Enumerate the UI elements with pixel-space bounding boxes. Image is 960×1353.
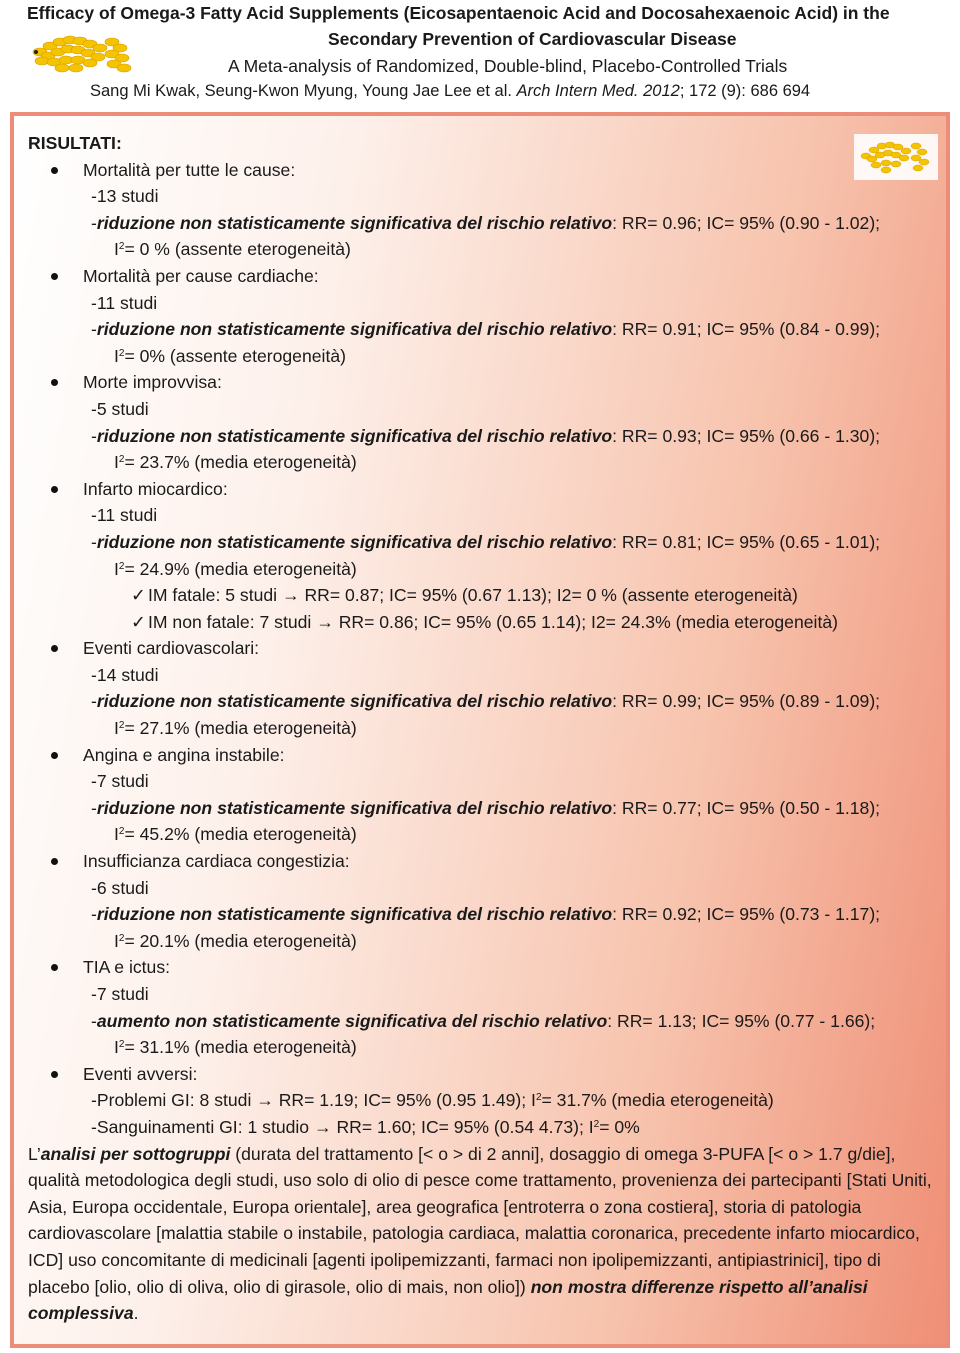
finding-stats: : RR= 0.99; IC= 95% (0.89 - 1.09); bbox=[612, 691, 881, 712]
gi-problems bbox=[83, 1087, 943, 1114]
result-item bbox=[28, 263, 943, 369]
check-item bbox=[83, 582, 943, 609]
check-item bbox=[83, 609, 943, 636]
i2-label: I bbox=[114, 1037, 119, 1058]
checkmark-icon: ✓ bbox=[131, 585, 146, 606]
bullet-icon bbox=[51, 379, 58, 386]
title-line-2: Secondary Prevention of Cardiovascular Disease bbox=[328, 29, 737, 49]
studies-count: -11 studi bbox=[91, 505, 158, 526]
gi-bleeding-text: -Sanguinamenti GI: 1 studio → RR= 1.60; IC= 95% (0.54 4.73); I bbox=[91, 1116, 594, 1137]
studies-count: -6 studi bbox=[91, 877, 149, 898]
bullet-icon bbox=[51, 167, 58, 174]
i2-value: = 23.7% (media eterogeneità) bbox=[124, 452, 357, 473]
section-title: RISULTATI: bbox=[28, 133, 122, 153]
item-title: Morte improvvisa: bbox=[83, 372, 222, 393]
finding-stats: : RR= 0.81; IC= 95% (0.65 - 1.01); bbox=[612, 531, 881, 552]
studies-count: -14 studi bbox=[91, 664, 159, 685]
year: 2012 bbox=[643, 82, 680, 100]
conclusion-body: (durata del trattamento [< o > di 2 anni], dosaggio di omega 3-PUFA [< o > 1.7 g/die], qualità metodologica degli studi, uso solo di olio di pesce come trattamento, provenienza dei partecipanti [Stati Uniti, Asia, Europa occidentale, Europa orientale], area geografica [entroterra o zona costiera], storia di patologia cardiovascolare [malattia stabile o instabile, patologia cardiaca, malattia coronarica, precedente infarto miocardico, ICD] uso concomitante di medicinali [agenti ipolipemizzanti, farmaci non ipolipemizzanti, antipiastrinici], tipo di placebo [olio, olio di oliva, olio di girasole, olio di mais, non olio]) bbox=[28, 1143, 932, 1297]
finding bbox=[83, 901, 943, 928]
studies-count: -5 studi bbox=[91, 398, 149, 419]
heterogeneity bbox=[83, 715, 943, 742]
superscript: 2 bbox=[118, 1039, 125, 1051]
gi-problems-value: = 31.7% (media eterogeneità) bbox=[541, 1090, 774, 1111]
conclusion-emphasis: analisi per sottogruppi bbox=[40, 1143, 231, 1164]
bullet-icon bbox=[51, 858, 58, 865]
finding bbox=[83, 529, 943, 556]
bullet-icon bbox=[51, 1071, 58, 1078]
authors-citation bbox=[90, 80, 810, 102]
finding-prefix: - bbox=[91, 319, 97, 340]
i2-label: I bbox=[114, 345, 119, 366]
result-item bbox=[28, 369, 943, 475]
item-title: Insufficianza cardiaca congestizia: bbox=[83, 851, 350, 872]
finding bbox=[83, 423, 943, 450]
results-list bbox=[28, 157, 943, 1141]
item-title: Angina e angina instabile: bbox=[83, 744, 285, 765]
i2-label: I bbox=[114, 930, 119, 951]
authors: Sang Mi Kwak, Seung-Kwon Myung, Young Jae Lee et al. bbox=[90, 82, 512, 100]
finding-text: riduzione non statisticamente significativa del rischio relativo bbox=[96, 212, 613, 233]
results-content bbox=[28, 130, 943, 1327]
superscript: 2 bbox=[118, 932, 125, 944]
i2-value: = 24.9% (media eterogeneità) bbox=[124, 558, 357, 579]
bullet-icon bbox=[51, 752, 58, 759]
bullet-icon bbox=[51, 486, 58, 493]
finding bbox=[83, 688, 943, 715]
heterogeneity bbox=[83, 1034, 943, 1061]
check-text: IM non fatale: 7 studi → RR= 0.86; IC= 95% (0.65 1.14); I2= 24.3% (media eterogeneità) bbox=[148, 611, 838, 632]
result-item bbox=[28, 635, 943, 741]
item-title: Infarto miocardico: bbox=[83, 478, 228, 499]
finding-prefix: - bbox=[91, 797, 97, 818]
finding-text: riduzione non statisticamente significativa del rischio relativo bbox=[96, 904, 613, 925]
finding-text: riduzione non statisticamente significativa del rischio relativo bbox=[96, 531, 613, 552]
gi-bleeding-value: = 0% bbox=[599, 1116, 640, 1137]
superscript: 2 bbox=[118, 720, 125, 732]
item-title: Mortalità per cause cardiache: bbox=[83, 265, 319, 286]
finding-prefix: - bbox=[91, 691, 97, 712]
result-item bbox=[28, 848, 943, 954]
i2-label: I bbox=[114, 452, 119, 473]
i2-label: I bbox=[114, 239, 119, 260]
studies-count: -7 studi bbox=[91, 984, 149, 1004]
citation-rest: ; 172 (9): 686 694 bbox=[679, 82, 811, 100]
gi-bleeding bbox=[83, 1114, 943, 1141]
result-item bbox=[28, 476, 943, 636]
finding-stats: : RR= 0.91; IC= 95% (0.84 - 0.99); bbox=[612, 319, 881, 340]
results-panel bbox=[10, 112, 950, 1348]
finding bbox=[83, 316, 943, 343]
heterogeneity bbox=[83, 556, 943, 583]
finding-stats: : RR= 0.96; IC= 95% (0.90 - 1.02); bbox=[612, 212, 881, 233]
result-item bbox=[28, 742, 943, 848]
finding bbox=[83, 1008, 943, 1035]
bullet-icon bbox=[51, 964, 58, 971]
i2-value: = 31.1% (media eterogeneità) bbox=[124, 1037, 357, 1058]
heterogeneity bbox=[83, 928, 943, 955]
journal: Arch Intern Med. bbox=[516, 82, 639, 100]
superscript: 2 bbox=[118, 826, 125, 838]
title-line-1: Efficacy of Omega-3 Fatty Acid Supplements (Eicosapentaenoic Acid and Docosahexaenoic Acid) in the bbox=[27, 3, 890, 23]
superscript: 2 bbox=[118, 560, 125, 572]
conclusion-end: . bbox=[133, 1303, 139, 1324]
superscript: 2 bbox=[593, 1118, 600, 1130]
finding-stats: : RR= 0.92; IC= 95% (0.73 - 1.17); bbox=[612, 904, 881, 925]
finding-prefix: - bbox=[91, 425, 97, 446]
i2-label: I bbox=[114, 824, 119, 845]
superscript: 2 bbox=[118, 347, 125, 359]
conclusion-result: non mostra differenze rispetto all’analisi complessiva bbox=[28, 1276, 868, 1324]
studies-count: -7 studi bbox=[91, 771, 149, 792]
finding-text: aumento non statisticamente significativa del rischio relativo bbox=[96, 1010, 608, 1031]
finding bbox=[83, 795, 943, 822]
item-title: Mortalità per tutte le cause: bbox=[83, 159, 296, 180]
heterogeneity bbox=[83, 449, 943, 476]
finding-text: riduzione non statisticamente significativa del rischio relativo bbox=[96, 691, 613, 712]
fish-oil-capsules-icon bbox=[20, 30, 138, 80]
finding-text: riduzione non statisticamente significativa del rischio relativo bbox=[96, 797, 613, 818]
finding-text: riduzione non statisticamente significativa del rischio relativo bbox=[96, 319, 613, 340]
i2-value: = 0 % (assente eterogeneità) bbox=[124, 239, 351, 260]
studies-count: -13 studi bbox=[91, 186, 159, 207]
subgroup-analysis-paragraph bbox=[28, 1141, 943, 1327]
i2-label: I bbox=[114, 718, 119, 739]
finding bbox=[83, 210, 943, 237]
finding-prefix: - bbox=[91, 1010, 97, 1031]
bullet-icon bbox=[51, 273, 58, 280]
i2-value: = 45.2% (media eterogeneità) bbox=[124, 824, 357, 845]
finding-text: riduzione non statisticamente significativa del rischio relativo bbox=[96, 425, 613, 446]
gi-problems-text: -Problemi GI: 8 studi → RR= 1.19; IC= 95% (0.95 1.49); I bbox=[91, 1090, 536, 1111]
finding-prefix: - bbox=[91, 904, 97, 925]
adverse-events-item bbox=[28, 1061, 943, 1141]
superscript: 2 bbox=[118, 241, 125, 253]
finding-stats: : RR= 0.93; IC= 95% (0.66 - 1.30); bbox=[612, 425, 881, 446]
superscript: 2 bbox=[535, 1092, 542, 1104]
heterogeneity bbox=[83, 343, 943, 370]
item-title: Eventi avversi: bbox=[83, 1063, 198, 1084]
conclusion-pre: L’ bbox=[28, 1143, 41, 1164]
result-item bbox=[28, 954, 943, 1060]
finding-stats: : RR= 1.13; IC= 95% (0.77 - 1.66); bbox=[607, 1010, 876, 1031]
header bbox=[0, 0, 960, 108]
subtitle: A Meta-analysis of Randomized, Double-blind, Placebo-Controlled Trials bbox=[228, 56, 788, 76]
i2-value: = 20.1% (media eterogeneità) bbox=[124, 930, 357, 951]
i2-value: = 27.1% (media eterogeneità) bbox=[124, 718, 357, 739]
item-title: Eventi cardiovascolari: bbox=[83, 638, 260, 659]
checkmark-icon: ✓ bbox=[131, 611, 146, 632]
result-item bbox=[28, 157, 943, 263]
i2-value: = 0% (assente eterogeneità) bbox=[124, 345, 346, 366]
finding-prefix: - bbox=[91, 212, 97, 233]
studies-count: -11 studi bbox=[91, 292, 158, 313]
finding-stats: : RR= 0.77; IC= 95% (0.50 - 1.18); bbox=[612, 797, 881, 818]
check-text: IM fatale: 5 studi → RR= 0.87; IC= 95% (0.67 1.13); I2= 0 % (assente eterogeneità) bbox=[148, 585, 798, 606]
finding-prefix: - bbox=[91, 531, 97, 552]
bullet-icon bbox=[51, 645, 58, 652]
i2-label: I bbox=[114, 558, 119, 579]
item-title: TIA e ictus: bbox=[83, 957, 171, 978]
heterogeneity bbox=[83, 821, 943, 848]
superscript: 2 bbox=[118, 454, 125, 466]
heterogeneity bbox=[83, 236, 943, 263]
